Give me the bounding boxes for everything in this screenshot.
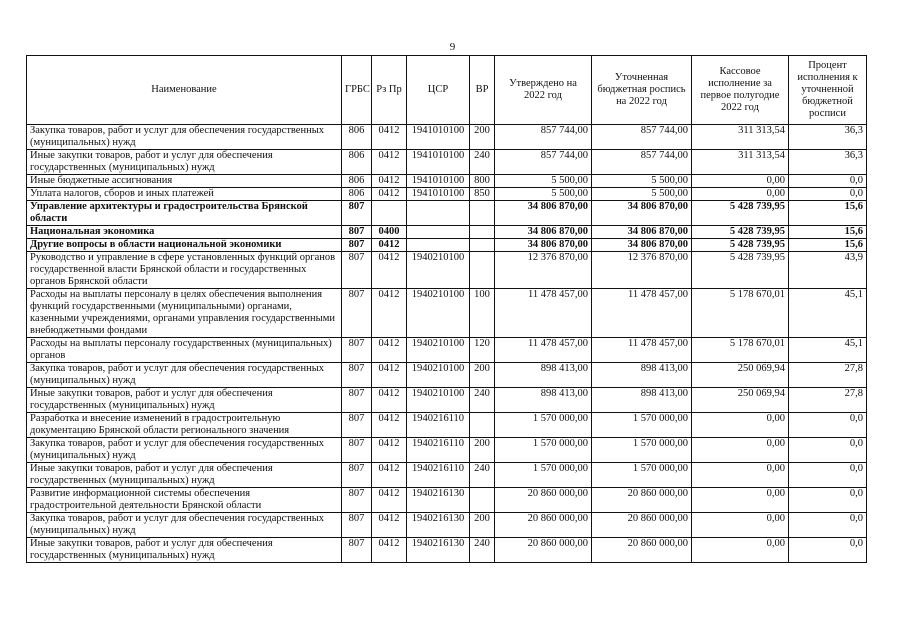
vr-cell: 800 [470,175,495,188]
rzpr-cell: 0412 [372,252,407,289]
vr-cell [470,201,495,226]
percent-cell: 0,0 [789,175,867,188]
refined-cell: 34 806 870,00 [592,201,692,226]
cash-cell: 5 428 739,95 [692,252,789,289]
table-row [27,413,867,438]
table-row [27,201,867,226]
name-cell: Расходы на выплаты персоналу государственных (муниципальных) органов [27,338,342,363]
grbs-cell: 807 [342,239,372,252]
cash-cell: 5 428 739,95 [692,201,789,226]
csr-cell: 1941010100 [407,150,470,175]
name-cell: Закупка товаров, работ и услуг для обеспечения государственных (муниципальных) нужд [27,363,342,388]
vr-cell [470,413,495,438]
rzpr-cell: 0400 [372,226,407,239]
refined-cell: 5 500,00 [592,188,692,201]
vr-cell: 200 [470,438,495,463]
rzpr-cell: 0412 [372,388,407,413]
vr-cell: 850 [470,188,495,201]
approved-cell: 12 376 870,00 [495,252,592,289]
csr-cell: 1940216130 [407,488,470,513]
name-cell: Закупка товаров, работ и услуг для обеспечения государственных (муниципальных) нужд [27,513,342,538]
approved-cell: 34 806 870,00 [495,201,592,226]
approved-cell: 1 570 000,00 [495,438,592,463]
refined-cell: 898 413,00 [592,388,692,413]
percent-cell: 15,6 [789,239,867,252]
cash-cell: 5 428 739,95 [692,226,789,239]
table-header-row [27,56,867,125]
csr-cell [407,201,470,226]
rzpr-cell: 0412 [372,413,407,438]
refined-cell: 20 860 000,00 [592,488,692,513]
grbs-cell: 807 [342,438,372,463]
csr-cell: 1941010100 [407,188,470,201]
table-row [27,239,867,252]
refined-cell: 857 744,00 [592,125,692,150]
budget-table [26,55,867,563]
cash-cell: 5 178 670,01 [692,338,789,363]
table-row [27,513,867,538]
approved-cell: 857 744,00 [495,150,592,175]
rzpr-cell: 0412 [372,463,407,488]
csr-cell: 1941010100 [407,125,470,150]
cash-cell: 0,00 [692,538,789,563]
column-header-name: Наименование [27,56,342,125]
name-cell: Разработка и внесение изменений в градостроительную документацию Брянской области регионального значения [27,413,342,438]
name-cell: Развитие информационной системы обеспечения градостроительной деятельности Брянской области [27,488,342,513]
table-row [27,252,867,289]
rzpr-cell [372,201,407,226]
refined-cell: 11 478 457,00 [592,289,692,338]
csr-cell [407,239,470,252]
cash-cell: 0,00 [692,488,789,513]
table-body [27,125,867,563]
column-header-percent: Процент исполнения к уточненной бюджетной росписи [789,56,867,125]
cash-cell: 311 313,54 [692,125,789,150]
csr-cell: 1940210100 [407,388,470,413]
grbs-cell: 807 [342,413,372,438]
approved-cell: 20 860 000,00 [495,538,592,563]
table-row [27,438,867,463]
csr-cell: 1940210100 [407,338,470,363]
percent-cell: 15,6 [789,226,867,239]
rzpr-cell: 0412 [372,513,407,538]
table-row [27,150,867,175]
refined-cell: 1 570 000,00 [592,413,692,438]
rzpr-cell: 0412 [372,488,407,513]
refined-cell: 20 860 000,00 [592,538,692,563]
vr-cell: 200 [470,513,495,538]
percent-cell: 36,3 [789,150,867,175]
approved-cell: 898 413,00 [495,388,592,413]
cash-cell: 0,00 [692,175,789,188]
refined-cell: 34 806 870,00 [592,226,692,239]
grbs-cell: 807 [342,463,372,488]
rzpr-cell: 0412 [372,188,407,201]
vr-cell: 200 [470,125,495,150]
name-cell: Закупка товаров, работ и услуг для обеспечения государственных (муниципальных) нужд [27,438,342,463]
percent-cell: 27,8 [789,363,867,388]
csr-cell: 1940210100 [407,289,470,338]
csr-cell: 1940216110 [407,463,470,488]
approved-cell: 11 478 457,00 [495,338,592,363]
percent-cell: 0,0 [789,413,867,438]
refined-cell: 11 478 457,00 [592,338,692,363]
approved-cell: 34 806 870,00 [495,239,592,252]
name-cell: Иные закупки товаров, работ и услуг для обеспечения государственных (муниципальных) нужд [27,463,342,488]
column-header-csr: ЦСР [407,56,470,125]
rzpr-cell: 0412 [372,239,407,252]
grbs-cell: 806 [342,125,372,150]
percent-cell: 45,1 [789,338,867,363]
csr-cell: 1940216110 [407,413,470,438]
rzpr-cell: 0412 [372,175,407,188]
csr-cell [407,226,470,239]
refined-cell: 20 860 000,00 [592,513,692,538]
csr-cell: 1940216130 [407,538,470,563]
percent-cell: 45,1 [789,289,867,338]
vr-cell: 100 [470,289,495,338]
rzpr-cell: 0412 [372,538,407,563]
vr-cell [470,226,495,239]
approved-cell: 20 860 000,00 [495,513,592,538]
column-header-grbs: ГРБС [342,56,372,125]
cash-cell: 311 313,54 [692,150,789,175]
percent-cell: 0,0 [789,513,867,538]
table-row [27,175,867,188]
cash-cell: 0,00 [692,438,789,463]
csr-cell: 1940216110 [407,438,470,463]
percent-cell: 36,3 [789,125,867,150]
approved-cell: 898 413,00 [495,363,592,388]
rzpr-cell: 0412 [372,125,407,150]
approved-cell: 5 500,00 [495,188,592,201]
column-header-vr: ВР [470,56,495,125]
grbs-cell: 807 [342,388,372,413]
name-cell: Руководство и управление в сфере установленных функций органов государственной власти Брянской области и государственных органов Брянской области [27,252,342,289]
column-header-cash: Кассовое исполнение за первое полугодие 2022 год [692,56,789,125]
percent-cell: 0,0 [789,438,867,463]
vr-cell: 240 [470,538,495,563]
vr-cell [470,252,495,289]
grbs-cell: 806 [342,188,372,201]
csr-cell: 1941010100 [407,175,470,188]
grbs-cell: 807 [342,201,372,226]
name-cell: Иные бюджетные ассигнования [27,175,342,188]
cash-cell: 0,00 [692,413,789,438]
grbs-cell: 806 [342,150,372,175]
name-cell: Национальная экономика [27,226,342,239]
refined-cell: 857 744,00 [592,150,692,175]
column-header-rzpr: Рз Пр [372,56,407,125]
vr-cell: 240 [470,150,495,175]
table-row [27,289,867,338]
refined-cell: 1 570 000,00 [592,463,692,488]
csr-cell: 1940216130 [407,513,470,538]
name-cell: Закупка товаров, работ и услуг для обеспечения государственных (муниципальных) нужд [27,125,342,150]
approved-cell: 5 500,00 [495,175,592,188]
table-row [27,226,867,239]
vr-cell: 240 [470,463,495,488]
approved-cell: 20 860 000,00 [495,488,592,513]
cash-cell: 250 069,94 [692,388,789,413]
grbs-cell: 806 [342,175,372,188]
table-row [27,388,867,413]
table-row [27,338,867,363]
page-number: 9 [449,41,456,53]
approved-cell: 11 478 457,00 [495,289,592,338]
cash-cell: 5 428 739,95 [692,239,789,252]
cash-cell: 5 178 670,01 [692,289,789,338]
percent-cell: 43,9 [789,252,867,289]
rzpr-cell: 0412 [372,438,407,463]
grbs-cell: 807 [342,513,372,538]
name-cell: Иные закупки товаров, работ и услуг для обеспечения государственных (муниципальных) нужд [27,150,342,175]
rzpr-cell: 0412 [372,338,407,363]
vr-cell: 120 [470,338,495,363]
table-row [27,188,867,201]
grbs-cell: 807 [342,538,372,563]
approved-cell: 1 570 000,00 [495,463,592,488]
column-header-approved: Утверждено на 2022 год [495,56,592,125]
table-row [27,488,867,513]
name-cell: Иные закупки товаров, работ и услуг для обеспечения государственных (муниципальных) нужд [27,538,342,563]
cash-cell: 0,00 [692,463,789,488]
name-cell: Управление архитектуры и градостроительства Брянской области [27,201,342,226]
percent-cell: 27,8 [789,388,867,413]
refined-cell: 898 413,00 [592,363,692,388]
grbs-cell: 807 [342,252,372,289]
vr-cell [470,488,495,513]
name-cell: Иные закупки товаров, работ и услуг для обеспечения государственных (муниципальных) нужд [27,388,342,413]
grbs-cell: 807 [342,363,372,388]
approved-cell: 857 744,00 [495,125,592,150]
grbs-cell: 807 [342,289,372,338]
name-cell: Другие вопросы в области национальной экономики [27,239,342,252]
approved-cell: 34 806 870,00 [495,226,592,239]
table-row [27,125,867,150]
vr-cell: 240 [470,388,495,413]
table-row [27,463,867,488]
percent-cell: 15,6 [789,201,867,226]
refined-cell: 12 376 870,00 [592,252,692,289]
table-row [27,363,867,388]
cash-cell: 250 069,94 [692,363,789,388]
name-cell: Расходы на выплаты персоналу в целях обеспечения выполнения функций государственными (муниципальными) органами, казенными учреждениями, органами управления государственными внебюджетными фондами [27,289,342,338]
cash-cell: 0,00 [692,188,789,201]
column-header-refined: Уточненная бюджетная роспись на 2022 год [592,56,692,125]
csr-cell: 1940210100 [407,363,470,388]
percent-cell: 0,0 [789,538,867,563]
percent-cell: 0,0 [789,463,867,488]
csr-cell: 1940210100 [407,252,470,289]
cash-cell: 0,00 [692,513,789,538]
refined-cell: 34 806 870,00 [592,239,692,252]
rzpr-cell: 0412 [372,289,407,338]
approved-cell: 1 570 000,00 [495,413,592,438]
vr-cell: 200 [470,363,495,388]
percent-cell: 0,0 [789,188,867,201]
table-row [27,538,867,563]
refined-cell: 5 500,00 [592,175,692,188]
grbs-cell: 807 [342,488,372,513]
name-cell: Уплата налогов, сборов и иных платежей [27,188,342,201]
refined-cell: 1 570 000,00 [592,438,692,463]
grbs-cell: 807 [342,226,372,239]
vr-cell [470,239,495,252]
rzpr-cell: 0412 [372,363,407,388]
rzpr-cell: 0412 [372,150,407,175]
grbs-cell: 807 [342,338,372,363]
percent-cell: 0,0 [789,488,867,513]
